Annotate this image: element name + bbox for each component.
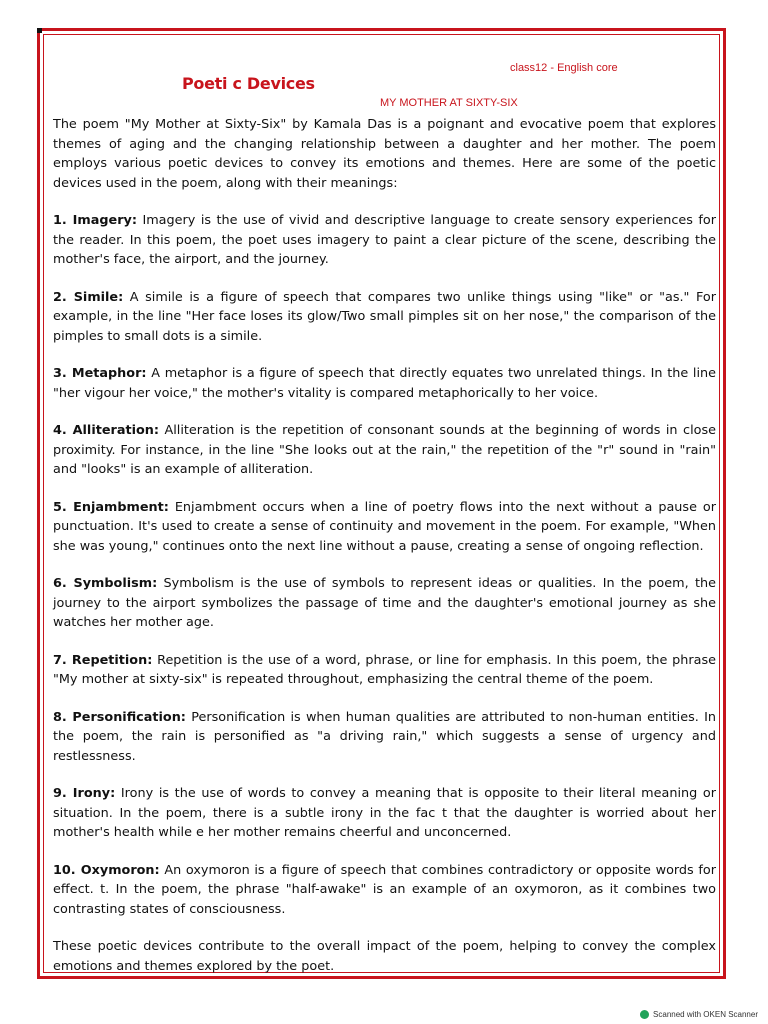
device-text: An oxymoron is a figure of speech that combines contradictory or opposite words for effect. t. In the poem, the phrase "half-awake" is an example of an oxymoron, as it combines two contrasting states of consciousness. — [53, 862, 716, 917]
poem-subtitle: MY MOTHER AT SIXTY-SIX — [380, 97, 518, 109]
device-text: A metaphor is a figure of speech that directly equates two unrelated things. In the line "her vigour her voice," the mother's vitality is compared metaphorically to her voice. — [53, 366, 716, 401]
device-term: 10. Oxymoron: — [53, 862, 160, 878]
device-term: 4. Alliteration: — [53, 423, 159, 438]
device-paragraph-irony — [53, 784, 716, 843]
device-paragraph-imagery — [53, 211, 716, 270]
device-paragraph-oxymoron — [53, 861, 716, 920]
scanner-label: Scanned with OKEN Scanner — [653, 1010, 758, 1019]
device-term: 7. Repetition: — [53, 652, 153, 668]
corner-mark — [37, 28, 42, 33]
conclusion-paragraph: These poetic devices contribute to the overall impact of the poem, helping to convey the complex emotions and themes explored by the poet. — [53, 939, 716, 974]
intro-paragraph: The poem "My Mother at Sixty-Six" by Kamala Das is a poignant and evocative poem that explores themes of aging and the changing relationship between a daughter and her mother. The poem employs various poetic devices to convey its emotions and themes. Here are some of the poetic devices used in the poem, along with their meanings: — [53, 117, 716, 191]
device-term: 6. Symbolism: — [53, 576, 158, 591]
device-text: A simile is a figure of speech that compares two unlike things using "like" or "as." For example, in the line "Her face loses its glow/Two small pimples sit on her nose," the comparison of the pimples to small dots is a simile. — [53, 289, 716, 344]
device-paragraph-alliteration — [53, 421, 716, 480]
oken-scanner-logo-icon — [640, 1010, 649, 1019]
device-term: 2. Simile: — [53, 289, 124, 305]
device-term: 5. Enjambment: — [53, 499, 169, 515]
device-term: 8. Personification: — [53, 709, 186, 725]
device-text: Imagery is the use of vivid and descriptive language to create sensory experiences for the reader. In this poem, the poet uses imagery to paint a clear picture of the scene, describing the mother's face, the airport, and the journey. — [53, 213, 716, 267]
device-term: 3. Metaphor: — [53, 366, 147, 381]
device-paragraph-enjambment — [53, 498, 716, 557]
device-paragraph-simile — [53, 288, 716, 347]
class-note: class12 - English core — [510, 62, 618, 74]
device-text: Symbolism is the use of symbols to represent ideas or qualities. In the poem, the journey to the airport symbolizes the passage of time and the daughter's emotional journey as she watches her mother age. — [53, 576, 716, 630]
page-title: Poeti c Devices — [182, 74, 315, 93]
device-term: 9. Irony: — [53, 786, 116, 801]
device-term: 1. Imagery: — [53, 213, 137, 228]
device-text: Alliteration is the repetition of consonant sounds at the beginning of words in close proximity. For instance, in the line "She looks out at the rain," the repetition of the "r" sound in "rain" and "looks" is an example of alliteration. — [53, 423, 716, 477]
scanner-watermark — [640, 1010, 758, 1019]
device-paragraph-repetition — [53, 651, 716, 690]
device-text: Repetition is the use of a word, phrase, or line for emphasis. In this poem, the phrase "My mother at sixty-six" is repeated throughout, emphasizing the central theme of the poem. — [53, 652, 716, 687]
device-text: Irony is the use of words to convey a meaning that is opposite to their literal meaning or situation. In the poem, there is a subtle irony in the fac t that the daughter is worried about her mother's health while e her mother remains cheerful and unconcerned. — [53, 786, 717, 840]
document-body — [53, 115, 716, 994]
device-paragraph-personification — [53, 708, 716, 767]
device-paragraph-symbolism — [53, 574, 716, 633]
device-text: Enjambment occurs when a line of poetry flows into the next without a pause or punctuation. It's used to create a sense of continuity and movement in the poem. For example, "When she was young," continues onto the next line without a pause, creating a sense of ongoing reflection. — [53, 499, 717, 554]
device-paragraph-metaphor — [53, 364, 716, 403]
device-text: Personification is when human qualities are attributed to non-human entities. In the poem, the rain is personified as "a driving rain," which suggests a sense of urgency and restlessness. — [53, 709, 717, 764]
